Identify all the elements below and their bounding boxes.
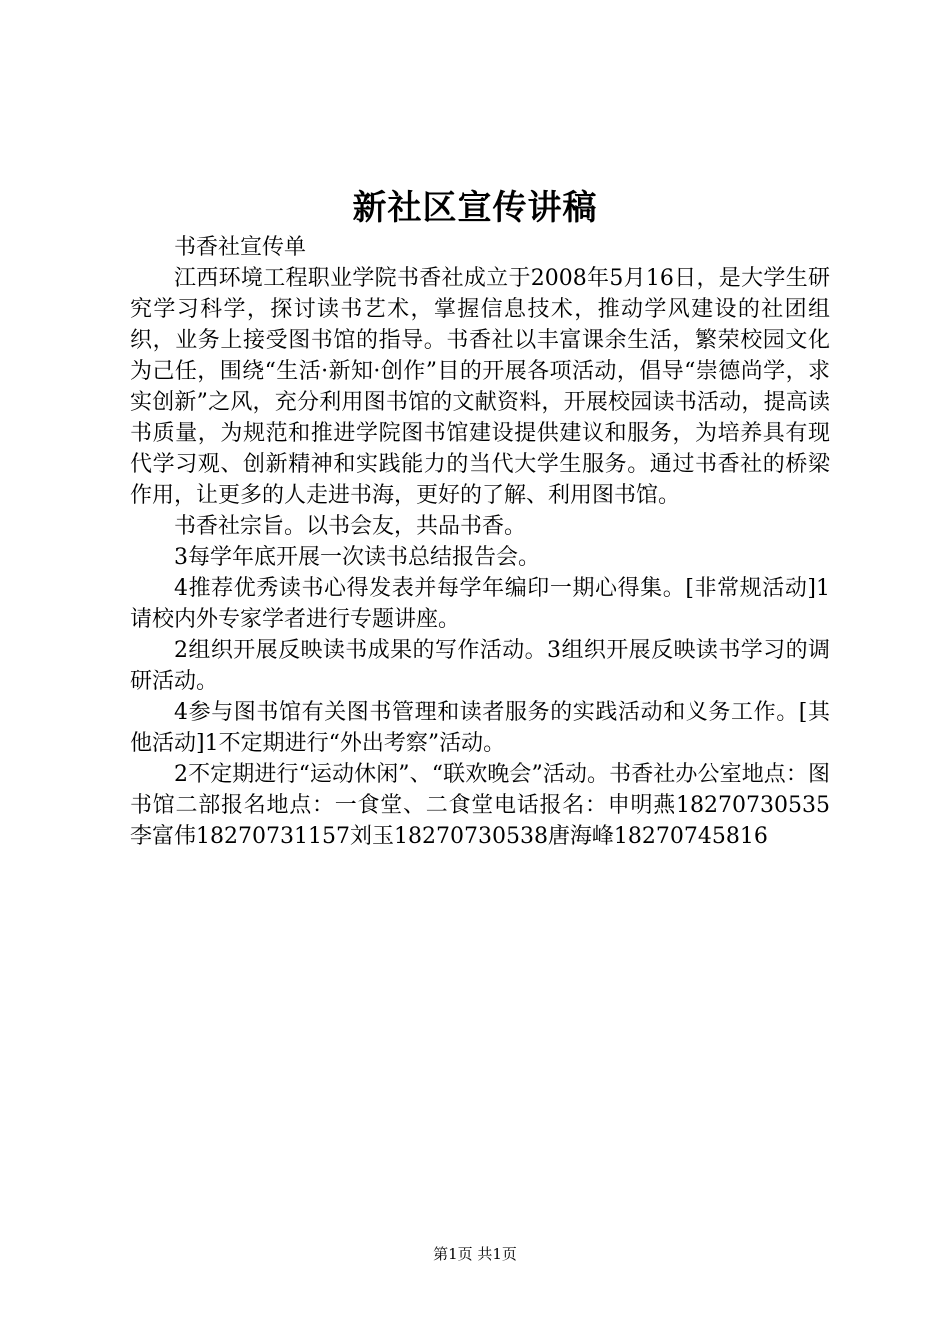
page-title: 新社区宣传讲稿 bbox=[352, 188, 598, 228]
paragraph-purpose: 书香社宗旨。以书会友，共品书香。 bbox=[174, 514, 527, 539]
paragraph-activity-4: 4推荐优秀读书心得发表并每学年编印一期心得集。[非常规活动]1请校内外专家学者进行专题讲座。 bbox=[130, 576, 830, 632]
paragraph-activity-3: 3每学年底开展一次读书总结报告会。 bbox=[174, 545, 540, 570]
paragraph-activity-writing: 2组织开展反映读书成果的写作活动。3组织开展反映读书学习的调研活动。 bbox=[130, 638, 830, 694]
paragraph-activity-service: 4参与图书馆有关图书管理和读者服务的实践活动和义务工作。[其他活动]1不定期进行“外出考察”活动。 bbox=[130, 700, 830, 756]
page-footer: 第1页 共1页 bbox=[433, 1245, 517, 1263]
paragraph-intro: 江西环境工程职业学院书香社成立于2008年5月16日，是大学生研究学习科学，探讨读书艺术，掌握信息技术，推动学风建设的社团组织，业务上接受图书馆的指导。书香社以丰富课余生活，繁荣校园文化为己任，围绕“生活·新知·创作”目的开展各项活动，倡导“崇德尚学，求实创新”之风，充分利用图书馆的文献资料，开展校园读书活动，提高读书质量，为规范和推进学院图书馆建设提供建议和服务，为培养具有现代学习观、创新精神和实践能力的当代大学生服务。通过书香社的桥梁作用，让更多的人走进书海，更好的了解、利用图书馆。 bbox=[130, 266, 830, 508]
paragraph-contact: 2不定期进行“运动休闲”、“联欢晚会”活动。书香社办公室地点：图书馆二部报名地点：一食堂、二食堂电话报名：申明燕18270730535李富伟18270731157刘玉18270730538唐海峰18270745816 bbox=[130, 762, 830, 849]
paragraph-heading: 书香社宣传单 bbox=[174, 235, 307, 260]
document-body bbox=[130, 232, 830, 852]
